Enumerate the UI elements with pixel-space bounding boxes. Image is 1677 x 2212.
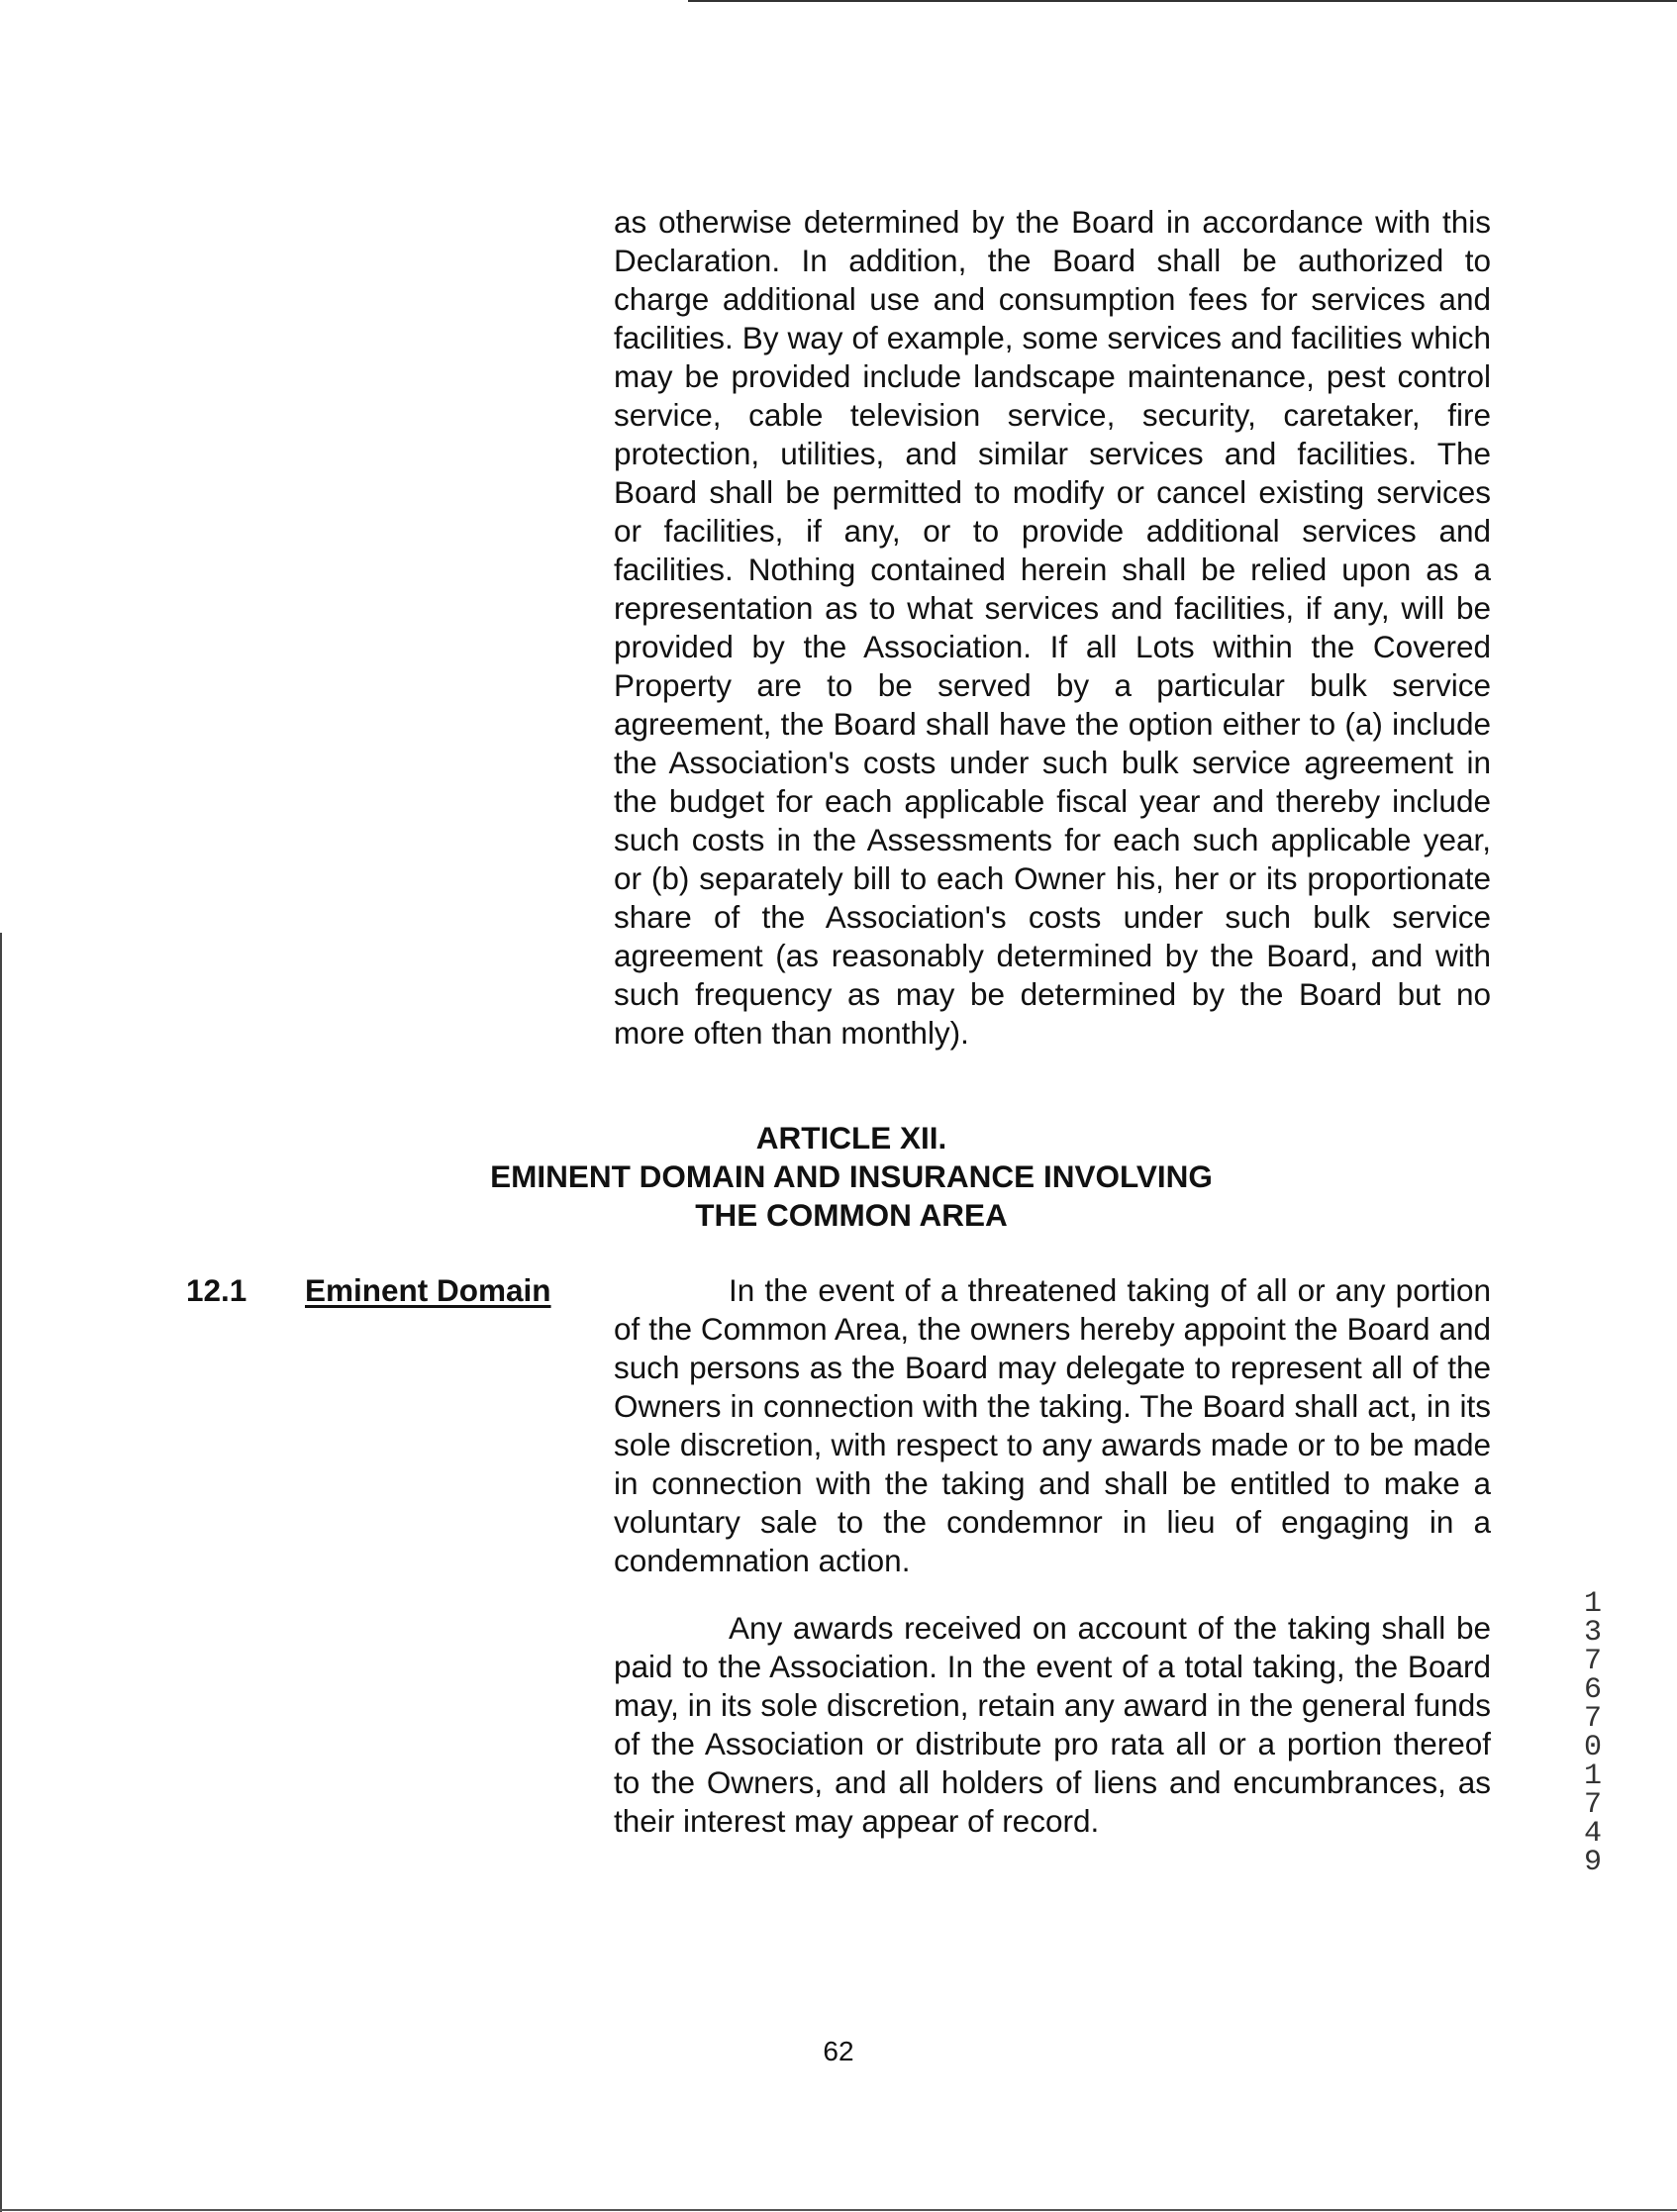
scan-edge-top xyxy=(688,0,1677,2)
recording-stamp-number: 13767 01749 xyxy=(1583,1587,1602,1879)
article-heading xyxy=(376,1119,1327,1235)
eminent-domain-paragraph-1: In the event of a threatened taking of all or any portion of the Common Area, the owners hereby appoint the Board and such persons as the Board may delegate to represent all of the Owners in connection with the taking. The Board shall act, in its sole discretion, with respect to any awards made or to be made in connection with the taking and shall be entitled to make a voluntary sale to the condemnor in lieu of engaging in a condemnation action. xyxy=(614,1272,1491,1578)
section-number: 12.1 xyxy=(186,1272,247,1308)
section-title: Eminent Domain xyxy=(305,1272,551,1308)
article-title-line-1: EMINENT DOMAIN AND INSURANCE INVOLVING xyxy=(490,1158,1213,1194)
eminent-domain-paragraph-2: Any awards received on account of the taking shall be paid to the Association. In the event of a total taking, the Board may, in its sole discretion, retain any award in the general funds of the Association or distribute pro rata all or a portion thereof to the Owners, and all holders of liens and encumbrances, as their interest may appear of record. xyxy=(614,1610,1491,1839)
continuation-paragraph: as otherwise determined by the Board in accordance with this Declaration. In addition, the Board shall be authorized to charge additional use and consumption fees for services and facilities. By way of example, some services and facilities which may be provided include landscape maintenance, pest control service, cable television service, security, caretaker, fire protection, utilities, and similar services and facilities. The Board shall be permitted to modify or cancel existing services or facilities, if any, or to provide additional services and facilities. Nothing contained herein shall be relied upon as a representation as to what services and facilities, if any, will be provided by the Association. If all Lots within the Covered Property are to be served by a particular bulk service agreement, the Board shall have the option either to (a) include the Association's costs under such bulk service agreement in the budget for each applicable fiscal year and thereby include such costs in the Assessments for each such applicable year, or (b) separately bill to each Owner his, her or its proportionate share of the Association's costs under such bulk service agreement (as reasonably determined by the Board, and with such frequency as may be determined by the Board but no more often than monthly). xyxy=(614,204,1491,1051)
article-number: ARTICLE XII. xyxy=(755,1120,947,1156)
article-title-line-2: THE COMMON AREA xyxy=(695,1197,1008,1233)
scan-edge-bottom xyxy=(0,2209,1677,2211)
page-number: 62 xyxy=(823,2036,854,2066)
scan-edge-left xyxy=(0,933,2,2212)
